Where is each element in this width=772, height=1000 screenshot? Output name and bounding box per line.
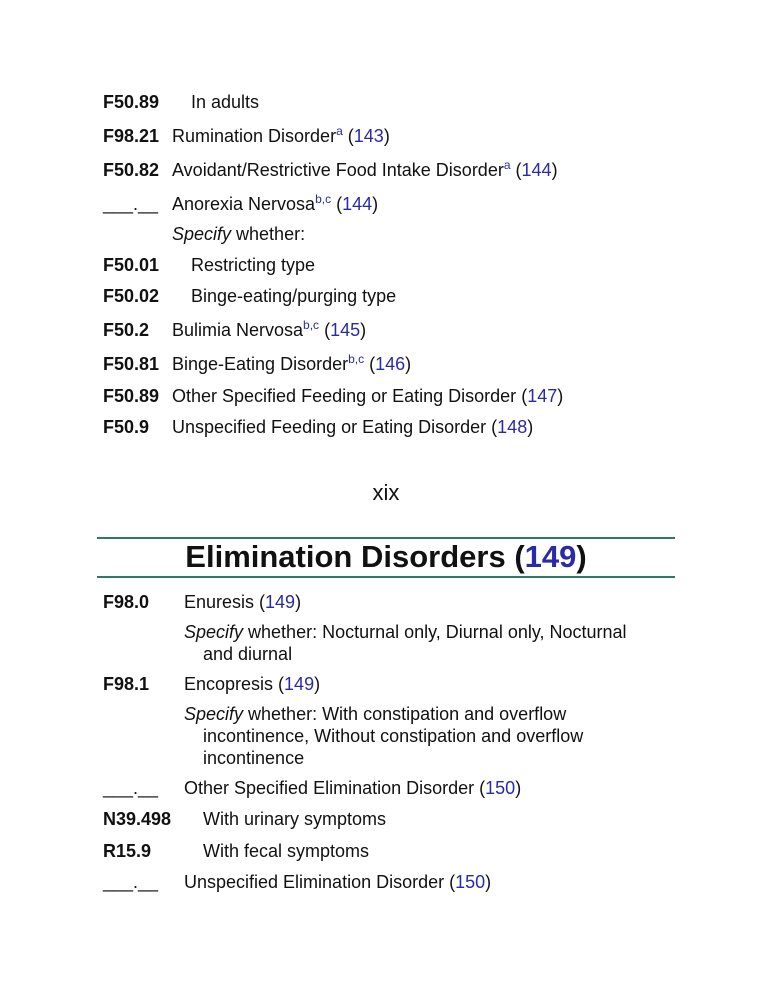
page-link[interactable]: 144 — [521, 160, 552, 180]
footnote-marker[interactable]: b,c — [348, 352, 365, 366]
page-link[interactable]: 148 — [497, 417, 528, 437]
entry-text — [184, 871, 491, 893]
entry-title: Avoidant/Restrictive Food Intake Disorder — [172, 160, 504, 180]
footnote-marker[interactable]: a — [336, 124, 343, 138]
section-title: Elimination Disorders — [185, 539, 506, 574]
diagnosis-code: F50.89 — [103, 386, 160, 406]
entry-title: Unspecified Elimination Disorder — [184, 872, 445, 892]
specify-word: Specify — [184, 704, 244, 724]
page-link[interactable]: 150 — [455, 872, 486, 892]
entry-text: In adults — [191, 92, 260, 112]
entry-text — [172, 353, 411, 375]
paren-open: ( — [331, 194, 343, 214]
entry-title: Enuresis — [184, 592, 255, 612]
specify-word: Specify — [172, 224, 232, 244]
specifier-rest: whether: — [231, 224, 306, 244]
diagnosis-code: F98.0 — [103, 592, 150, 612]
page-link[interactable]: 143 — [353, 126, 384, 146]
specifier-continuation: incontinence — [203, 748, 305, 768]
paren-close: ) — [383, 126, 390, 146]
entry-text: With fecal symptoms — [203, 841, 370, 861]
paren-close: ) — [557, 386, 564, 406]
entry-title: Other Specified Feeding or Eating Disorder — [172, 386, 517, 406]
specifier-paragraph — [184, 621, 664, 665]
paren-open: ( — [364, 354, 376, 374]
paren-close: ) — [527, 417, 534, 437]
diagnosis-code-blank: ___.__ — [103, 872, 159, 892]
paren-close: ) — [576, 539, 587, 574]
diagnosis-code: F50.02 — [103, 286, 160, 306]
diagnosis-code: N39.498 — [103, 809, 172, 829]
entry-text: Binge-eating/purging type — [191, 286, 397, 306]
entry-text — [172, 125, 390, 147]
diagnosis-code: F98.21 — [103, 126, 160, 146]
page-link[interactable]: 150 — [485, 778, 516, 798]
page-link[interactable]: 144 — [342, 194, 373, 214]
diagnosis-code: F50.9 — [103, 417, 150, 437]
entry-text — [172, 193, 378, 215]
paren-open: ( — [254, 592, 266, 612]
specify-word: Specify — [184, 622, 244, 642]
entry-title: Bulimia Nervosa — [172, 320, 304, 340]
entry-text — [172, 159, 558, 181]
entry-title: Binge-Eating Disorder — [172, 354, 349, 374]
diagnosis-code: F50.2 — [103, 320, 150, 340]
section-page-link[interactable]: 149 — [524, 539, 577, 574]
entry-text: Restricting type — [191, 255, 316, 275]
paren-close: ) — [314, 674, 321, 694]
specifier-continuation: incontinence, Without constipation and overflow — [203, 726, 584, 746]
specifier-text — [172, 223, 305, 245]
entry-text — [184, 591, 301, 613]
entry-title: Other Specified Elimination Disorder — [184, 778, 475, 798]
page-link[interactable]: 145 — [330, 320, 361, 340]
paren-close: ) — [405, 354, 412, 374]
specifier-continuation: and diurnal — [203, 644, 293, 664]
diagnosis-code: F50.82 — [103, 160, 160, 180]
entry-text — [172, 319, 366, 341]
section-heading — [97, 538, 675, 576]
diagnosis-code: F50.01 — [103, 255, 160, 275]
diagnosis-code: F98.1 — [103, 674, 150, 694]
diagnosis-code: R15.9 — [103, 841, 152, 861]
paren-close: ) — [372, 194, 379, 214]
diagnosis-code-blank: ___.__ — [103, 194, 159, 214]
diagnosis-code: F50.81 — [103, 354, 160, 374]
entry-title: Unspecified Feeding or Eating Disorder — [172, 417, 487, 437]
entry-text — [172, 416, 533, 438]
entry-text — [172, 385, 563, 407]
paren-open: ( — [510, 160, 522, 180]
paren-close: ) — [295, 592, 302, 612]
paren-open: ( — [516, 386, 528, 406]
paren-open: ( — [474, 778, 486, 798]
paren-open: ( — [319, 320, 331, 340]
paren-open: ( — [342, 126, 354, 146]
diagnosis-code-blank: ___.__ — [103, 778, 159, 798]
paren-open: ( — [486, 417, 498, 437]
page-link[interactable]: 146 — [375, 354, 406, 374]
page-link[interactable]: 149 — [284, 674, 315, 694]
paren-open: ( — [444, 872, 456, 892]
paren-open: ( — [273, 674, 285, 694]
paren-close: ) — [360, 320, 367, 340]
page-link[interactable]: 149 — [265, 592, 296, 612]
page-number: xix — [372, 480, 400, 505]
specifier-rest: whether: With constipation and overflow — [243, 704, 567, 724]
paren-open: ( — [505, 539, 525, 574]
page-link[interactable]: 147 — [527, 386, 558, 406]
paren-close: ) — [485, 872, 492, 892]
entry-text: With urinary symptoms — [203, 809, 387, 829]
specifier-rest: whether: Nocturnal only, Diurnal only, Nocturnal — [243, 622, 627, 642]
heading-rule-bottom — [97, 576, 675, 578]
footnote-marker[interactable]: b,c — [303, 318, 320, 332]
paren-close: ) — [515, 778, 522, 798]
footnote-marker[interactable]: b,c — [315, 192, 332, 206]
footnote-marker[interactable]: a — [503, 158, 511, 172]
paren-close: ) — [551, 160, 558, 180]
diagnosis-code: F50.89 — [103, 92, 160, 112]
entry-text — [184, 673, 320, 695]
entry-title: Anorexia Nervosa — [172, 194, 316, 214]
entry-text — [184, 777, 521, 799]
entry-title: Encopresis — [184, 674, 274, 694]
specifier-paragraph — [184, 703, 664, 769]
entry-title: Rumination Disorder — [172, 126, 337, 146]
